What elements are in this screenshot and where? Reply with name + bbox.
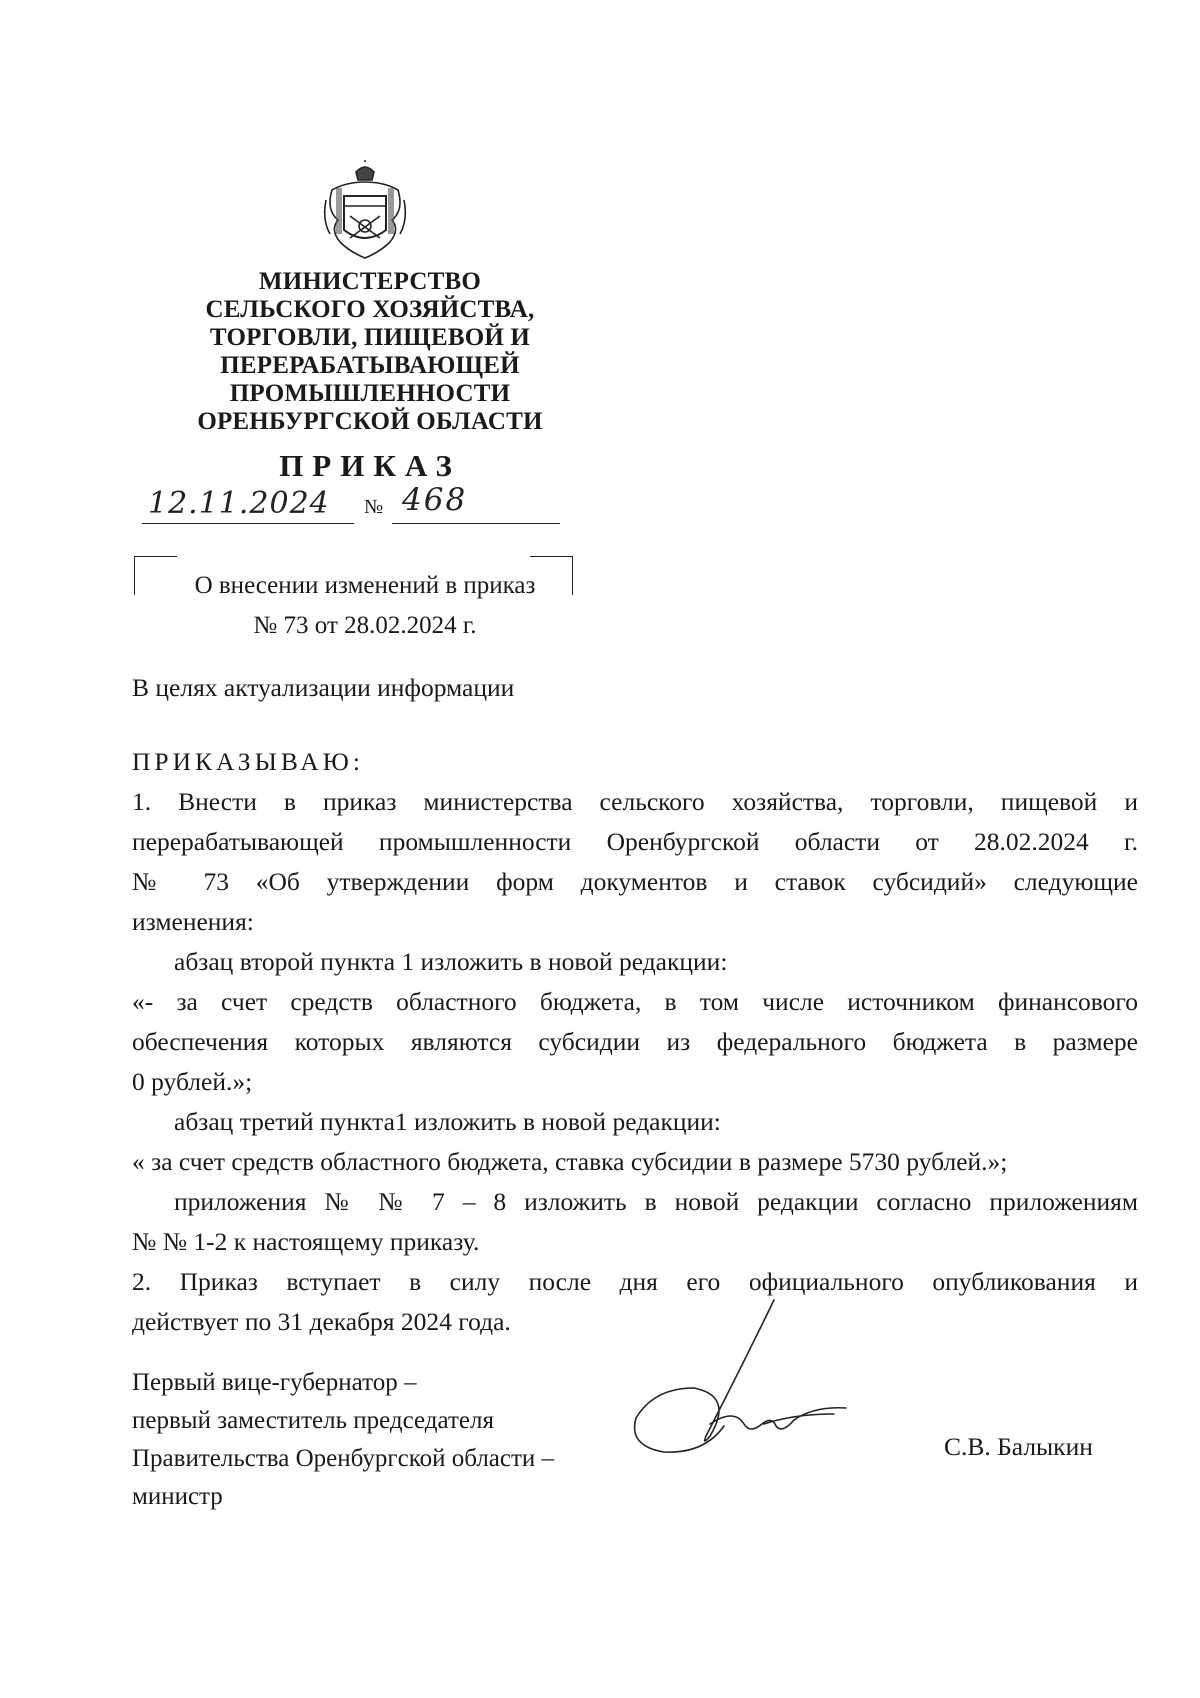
position-line: первый заместитель председателя (132, 1407, 494, 1434)
number-underline (392, 523, 560, 524)
preamble: В целях актуализации информации (132, 673, 515, 702)
text-line: обеспечения которых являются субсидии из федерального бюджета в размере (132, 1027, 1138, 1056)
text-line: № № 1-2 к настоящему приказу. (132, 1227, 480, 1256)
date-underline (142, 523, 354, 524)
text-line: 2. Приказ вступает в силу после дня его официального опубликования и (132, 1267, 1138, 1296)
order-subject (150, 566, 580, 646)
coat-of-arms-emblem (322, 160, 408, 264)
text-line: перерабатывающей промышленности Оренбургской области от 28.02.2024 г. (132, 827, 1138, 856)
order-word: ПРИКАЗЫВАЮ: (132, 747, 364, 776)
ministry-line: ТОРГОВЛИ, ПИЩЕВОЙ И (209, 324, 531, 351)
paragraph-1 (132, 782, 1138, 1342)
position-line: министр (132, 1483, 223, 1510)
ministry-line: ПРОМЫШЛЕННОСТИ (229, 380, 511, 407)
text-line: 0 рублей.»; (132, 1067, 253, 1096)
position-line: Первый вице-губернатор – (132, 1369, 417, 1396)
signatory-position (132, 1364, 554, 1516)
handwritten-signature (624, 1296, 864, 1471)
order-number-handwritten: 468 (402, 482, 468, 518)
text-line: абзац третий пункта1 изложить в новой редакции: (174, 1107, 721, 1136)
order-date-handwritten: 12.11.2024 (148, 486, 330, 521)
signatory-name: С.В. Балыкин (944, 1432, 1093, 1461)
position-line: Правительства Оренбургской области – (132, 1445, 555, 1472)
number-sign: № (364, 496, 384, 518)
text-line: приложения № № 7 – 8 изложить в новой редакции согласно приложениям (174, 1187, 1138, 1216)
text-line: абзац второй пункта 1 изложить в новой редакции: (174, 947, 728, 976)
ministry-line: ОРЕНБУРГСКОЙ ОБЛАСТИ (197, 408, 543, 435)
subject-line: О внесении изменений в приказ (194, 572, 536, 599)
text-line: « за счет средств областного бюджета, ставка субсидии в размере 5730 рублей.»; (132, 1147, 1008, 1176)
ministry-name (170, 268, 570, 436)
text-line: «- за счет средств областного бюджета, в том числе источником финансового (132, 987, 1138, 1016)
subject-line: № 73 от 28.02.2024 г. (253, 612, 477, 639)
text-line: 1. Внести в приказ министерства сельского хозяйства, торговли, пищевой и (132, 787, 1138, 816)
ministry-line: МИНИСТЕРСТВО (258, 268, 482, 295)
ministry-line: ПЕРЕРАБАТЫВАЮЩЕЙ (220, 352, 520, 379)
ministry-line: СЕЛЬСКОГО ХОЗЯЙСТВА, (205, 296, 535, 323)
text-line: действует по 31 декабря 2024 года. (132, 1307, 511, 1336)
text-line: изменения: (132, 907, 254, 936)
document-type: ПРИКАЗ (279, 448, 461, 483)
text-line: № 73 «Об утверждении форм документов и ставок субсидий» следующие (132, 867, 1138, 896)
